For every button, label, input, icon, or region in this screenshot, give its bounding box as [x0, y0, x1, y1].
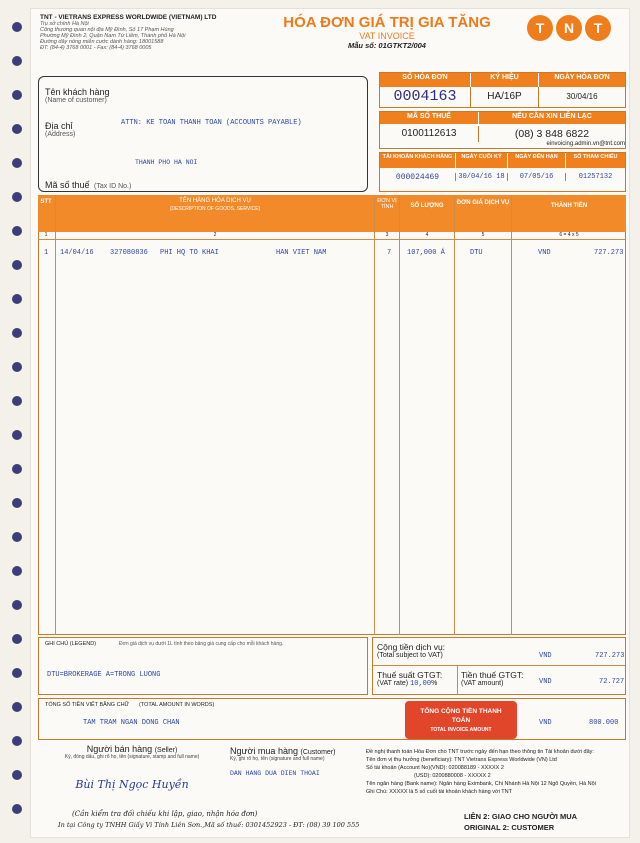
table-header	[38, 195, 626, 232]
account-box	[379, 152, 626, 192]
subtotal-value: 727.273	[595, 652, 625, 660]
vat-amt-label: Tiền thuế GTGT:	[461, 670, 524, 680]
vat-rate-label: Thuế suất GTGT:	[377, 670, 443, 680]
row-place: HAN VIET NAM	[276, 249, 327, 257]
words-en: (TOTAL AMOUNT IN WORDS)	[139, 702, 215, 708]
col-desc: TÊN HÀNG HÓA DỊCH VỤ	[179, 198, 251, 204]
contact-phone: (08) 3 848 6822	[478, 126, 625, 142]
subtotal-currency: VND	[539, 652, 552, 660]
grand-total-badge	[405, 701, 517, 739]
col-unit: ĐƠN VỊ TÍNH	[377, 198, 397, 210]
title-vn: HÓA ĐƠN GIÁ TRỊ GIA TĂNG	[283, 14, 491, 31]
row-ref: 327080836	[110, 249, 148, 257]
col-num-3: 3	[385, 232, 389, 238]
col-svc: ĐƠN GIÁ DỊCH VỤ	[456, 200, 510, 206]
bank-line6: Ghi Chú: XXXXX là 5 số cuối tài khoản khách hàng với TNT	[366, 789, 512, 795]
row-stt: 1	[44, 249, 49, 257]
company-addr2: Công thương quan nội địa Mỹ Đình, Số 17 Phạm Hùng	[40, 27, 174, 33]
invoice-title	[272, 14, 502, 50]
buyer-en: (Customer)	[300, 749, 336, 756]
copy-label-en: ORIGINAL 2: CUSTOMER	[464, 823, 555, 832]
ref-value: 01257132	[565, 173, 625, 181]
tax-value: 0100112613	[401, 128, 457, 139]
copy-label-vn: LIÊN 2: GIAO CHO NGƯỜI MUA	[464, 812, 578, 821]
check-note: (Cần kiểm tra đối chiếu khi lập, giao, nhận hóa đơn)	[72, 810, 258, 818]
bank-line4: (USD): 0200880008 - XXXXX 2	[414, 773, 491, 779]
invoice-no-label: SỐ HÓA ĐƠN	[402, 74, 448, 81]
acc-label: TÀI KHOẢN KHÁCH HÀNG	[382, 154, 453, 160]
buyer-name: DAN HANG DUA DIEN THOAI	[230, 770, 320, 777]
series-label: KÝ HIỆU	[490, 74, 519, 81]
company-name: TNT - VIETRANS EXPRESS WORLDWIDE (VIETNAM) LTD	[40, 14, 217, 21]
tax-label: MÃ SỐ THUẾ	[407, 113, 451, 120]
row-unit: 7	[387, 249, 392, 257]
col-num-2: 2	[213, 232, 217, 238]
seller-signature	[44, 744, 220, 791]
legend-value: DTU=BROKERAGE A=TRONG LUONG	[47, 671, 161, 679]
legend-label: GHI CHÚ (LEGEND)	[45, 641, 97, 647]
row-currency: VND	[538, 249, 551, 257]
grand-currency: VND	[539, 719, 552, 727]
customer-box	[38, 76, 368, 192]
bank-line1: Đề nghị thanh toán Hóa Đơn cho TNT trước ngày đến hạn theo thông tin Tài khoản dưới đây:	[366, 749, 594, 755]
seller-sub: Ký, đóng dấu, ghi rõ họ, tên (signature, stamp and full name)	[64, 754, 200, 760]
ref-label: SỐ THAM CHIẾU	[573, 154, 618, 160]
seller-label: Người bán hàng	[86, 744, 153, 754]
words-label: TỔNG SỐ TIỀN VIẾT BẰNG CHỮ	[45, 702, 130, 708]
col-desc-en: (DESCRIPTION OF GOODS, SERVICE)	[169, 206, 261, 212]
invoice-id-box	[379, 72, 626, 108]
tnt-logo: T N T	[524, 15, 614, 41]
customer-addr-value: ATTN: KE TOAN THANH TOAN (ACCOUNTS PAYABLE)	[121, 119, 302, 127]
table-row	[38, 249, 626, 259]
legend-note: Đơn giá dịch vụ dưới 1L tính theo bảng giá cung cấp cho mỗi khách hàng.	[119, 641, 284, 647]
buyer-sub: Ký, ghi rõ họ, tên (signature and full name)	[230, 756, 325, 762]
customer-name-en: (Name of customer)	[45, 97, 107, 104]
contact-email: einvoicing.admin.vn@tnt.com	[546, 141, 625, 147]
bank-info	[366, 748, 626, 796]
row-amount: 727.273	[594, 249, 624, 257]
grand-total-row	[38, 698, 626, 740]
date-label: NGÀY HÓA ĐƠN	[554, 74, 610, 81]
bank-line2: Tên đơn vị thụ hưởng (beneficiary): TNT Vietrans Express Worldwide (VN) Ltd	[366, 757, 557, 763]
customer-tax-label: Mã số thuế	[45, 180, 90, 190]
due-label: NGÀY ĐẾN HẠN	[515, 154, 558, 160]
vat-rate: 10,00	[410, 680, 432, 688]
company-addr3: Phường Mỹ Đình 2, Quận Nam Từ Liêm, Thành phố Hà Nội	[40, 33, 186, 39]
tractor-feed-holes	[6, 0, 30, 843]
customer-city: THANH PHO HA NOI	[135, 159, 198, 166]
printer-note: In tại Công ty TNHH Giấy Vi Tính Liên Sơn.,Mã số thuế: 0301452923 - ĐT: (08) 39 100 555	[58, 821, 360, 829]
grand-label: TỔNG CỘNG TIỀN THANH TOÁN	[420, 708, 502, 724]
company-phone: ĐT: (84-4) 3768 0001 - Fax: (84-4) 3768 0005	[40, 45, 152, 51]
vat-amt-en: (VAT amount)	[461, 680, 504, 687]
seller-en: (Seller)	[154, 747, 178, 754]
customer-tax-en: (Tax ID No.)	[93, 183, 132, 190]
bank-line3: Số tài khoản (Account No)(VND): 020088189 - XXXXX 2	[366, 765, 504, 771]
row-qty: 107,000 Á	[407, 249, 445, 257]
row-desc: PHI HQ TO KHAI	[160, 249, 219, 257]
company-addr4: Đường dây nóng miễn cước dành hàng: 18001588	[40, 39, 164, 45]
buyer-signature	[230, 746, 350, 777]
col-stt: STT	[40, 199, 52, 205]
customer-name-label: Tên khách hàng	[45, 87, 110, 97]
col-amount: THÀNH TIỀN	[550, 203, 588, 209]
due-value: 07/05/16	[507, 173, 565, 181]
items-table	[38, 195, 626, 635]
col-qty: SỐ LƯỢNG	[410, 203, 444, 209]
col-num-4: 4	[425, 232, 429, 238]
buyer-label: Người mua hàng	[230, 746, 298, 756]
company-addr1: Trụ sở chính Hà Nội	[40, 21, 89, 27]
subtotal-label: Cộng tiền dịch vụ:	[377, 642, 446, 652]
tax-contact-box	[379, 111, 626, 149]
customer-addr-label: Địa chỉ	[45, 121, 73, 131]
seller-name: Bùi Thị Ngọc Huyền	[75, 778, 189, 791]
acc-value: 000024469	[395, 173, 440, 182]
col-num-1: 1	[44, 232, 48, 238]
company-info	[40, 14, 280, 51]
series-value: HA/16P	[470, 87, 538, 107]
legend-box	[38, 637, 368, 695]
grand-en: TOTAL INVOICE AMOUNT	[430, 727, 492, 733]
totals-box: Cộng tiền dịch vụ: (Total subject to VAT) VND 727.273 Thuế suất GTGT: (VAT rate) 10,00% Tiền thuế GTGT: (VAT amount) VND 72.727	[372, 637, 626, 695]
invoice-no: 0004163	[393, 88, 457, 105]
customer-addr-en: (Address)	[45, 131, 76, 138]
row-date: 14/04/16	[60, 249, 94, 257]
contact-label: NẾU CẦN XIN LIÊN LẠC	[512, 113, 592, 120]
words-value: TAM TRAM NGAN DONG CHAN	[83, 719, 180, 727]
col-num-5: 5	[481, 232, 485, 238]
title-en: VAT INVOICE	[359, 31, 415, 41]
form-number: Mẫu số: 01GTKT2/004	[348, 41, 426, 50]
subtotal-en: (Total subject to VAT)	[377, 652, 443, 659]
period-value: 30/04/16 18	[455, 173, 507, 181]
grand-value: 800.000	[589, 719, 619, 727]
row-svc: DTU	[470, 249, 483, 257]
vat-currency: VND	[539, 678, 552, 686]
invoice-date: 30/04/16	[538, 87, 625, 107]
vat-value: 72.727	[599, 678, 625, 686]
col-num-6: 6 = 4 x 5	[559, 232, 579, 238]
bank-line5: Tên ngân hàng (Bank name): Ngân hàng Eximbank, Chi Nhánh Hà Nội 12 Ngô Quyền, Hà Nội	[366, 781, 596, 787]
period-label: NGÀY CUỐI KỲ	[461, 154, 502, 160]
vat-rate-en: (VAT rate)	[377, 680, 409, 687]
